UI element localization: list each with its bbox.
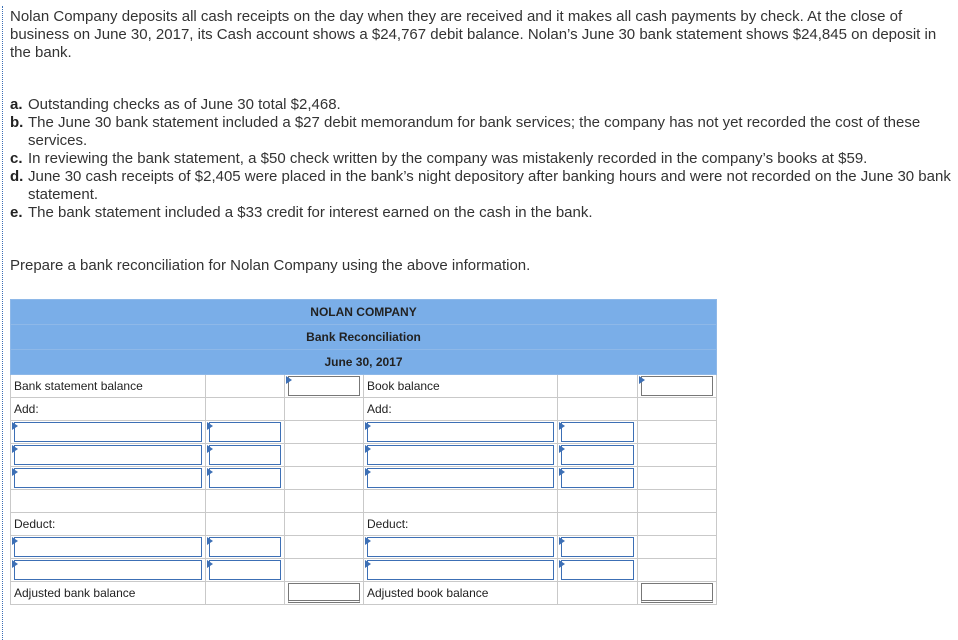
- dropdown-marker-icon: [207, 422, 213, 430]
- bank-deduct-amount-cell: [206, 559, 285, 582]
- book-add-desc-cell: [364, 421, 558, 444]
- item-letter: b.: [10, 114, 24, 131]
- empty-cell: [285, 421, 364, 444]
- balance-row: [11, 375, 717, 398]
- item-c: [10, 150, 955, 168]
- empty-cell: [285, 513, 364, 536]
- empty-cell: [285, 559, 364, 582]
- item-text: The bank statement included a $33 credit for interest earned on the cash in the bank.: [28, 204, 593, 221]
- bank-add-description-input[interactable]: [14, 422, 202, 442]
- dropdown-marker-icon: [207, 468, 213, 476]
- empty-cell: [206, 398, 285, 421]
- blank-row: [11, 490, 717, 513]
- dropdown-marker-icon: [12, 537, 18, 545]
- item-letter: e.: [10, 204, 23, 221]
- book-add-amount-cell: [558, 421, 638, 444]
- add-entry-row: [11, 467, 717, 490]
- item-text: Outstanding checks as of June 30 total $2,468.: [28, 96, 341, 113]
- item-e: [10, 204, 955, 222]
- empty-cell: [558, 582, 638, 605]
- adjusted-bank-cell: [285, 582, 364, 605]
- left-dotted-rule: [2, 6, 3, 640]
- adjusted-book-cell: [638, 582, 717, 605]
- book-add-amount-input[interactable]: [561, 422, 634, 442]
- bank-deduct-description-input[interactable]: [14, 537, 202, 557]
- empty-cell: [364, 490, 558, 513]
- empty-cell: [638, 536, 717, 559]
- book-deduct-amount-cell: [558, 559, 638, 582]
- dropdown-marker-icon: [12, 445, 18, 453]
- adjusted-balance-row: [11, 582, 717, 605]
- book-add-label: Add:: [364, 398, 558, 421]
- empty-cell: [558, 375, 638, 398]
- empty-cell: [638, 398, 717, 421]
- dropdown-marker-icon: [12, 560, 18, 568]
- add-entry-row: [11, 444, 717, 467]
- empty-cell: [558, 513, 638, 536]
- dropdown-marker-icon: [559, 560, 565, 568]
- statement-date: June 30, 2017: [11, 350, 717, 375]
- empty-cell: [638, 467, 717, 490]
- empty-cell: [638, 490, 717, 513]
- book-add-desc-cell: [364, 467, 558, 490]
- book-deduct-amount-cell: [558, 536, 638, 559]
- item-letter: d.: [10, 168, 24, 185]
- book-add-amount-cell: [558, 444, 638, 467]
- book-add-amount-input[interactable]: [561, 468, 634, 488]
- empty-cell: [206, 490, 285, 513]
- bank-add-amount-cell: [206, 444, 285, 467]
- empty-cell: [285, 536, 364, 559]
- adjusted-book-label: Adjusted book balance: [364, 582, 558, 605]
- item-text: The June 30 bank statement included a $27 debit memorandum for bank services; the company has not yet recorded the cost of these services.: [28, 114, 921, 149]
- dropdown-marker-icon: [639, 376, 645, 384]
- bank-add-desc-cell: [11, 421, 206, 444]
- deduct-entry-row: [11, 536, 717, 559]
- book-add-description-input[interactable]: [367, 445, 554, 465]
- book-balance-input[interactable]: [641, 376, 713, 396]
- dropdown-marker-icon: [365, 468, 371, 476]
- header-title-row: [11, 325, 717, 350]
- empty-cell: [285, 398, 364, 421]
- bank-deduct-desc-cell: [11, 536, 206, 559]
- header-company-row: [11, 300, 717, 325]
- book-add-description-input[interactable]: [367, 468, 554, 488]
- empty-cell: [206, 582, 285, 605]
- dropdown-marker-icon: [559, 422, 565, 430]
- book-add-amount-input[interactable]: [561, 445, 634, 465]
- dropdown-marker-icon: [12, 422, 18, 430]
- book-add-desc-cell: [364, 444, 558, 467]
- book-balance-cell: [638, 375, 717, 398]
- empty-cell: [558, 490, 638, 513]
- book-balance-label: Book balance: [364, 375, 558, 398]
- bank-add-amount-input[interactable]: [209, 422, 281, 442]
- bank-add-amount-cell: [206, 467, 285, 490]
- bank-add-description-input[interactable]: [14, 445, 202, 465]
- book-add-description-input[interactable]: [367, 422, 554, 442]
- empty-cell: [285, 467, 364, 490]
- item-text: In reviewing the bank statement, a $50 check written by the company was mistakenly recorded in the company’s books at $59.: [28, 150, 868, 167]
- book-deduct-description-input[interactable]: [367, 560, 554, 580]
- add-entry-row: [11, 421, 717, 444]
- empty-cell: [285, 444, 364, 467]
- book-deduct-amount-input[interactable]: [561, 537, 634, 557]
- bank-add-description-input[interactable]: [14, 468, 202, 488]
- bank-balance-label: Bank statement balance: [11, 375, 206, 398]
- bank-add-label: Add:: [11, 398, 206, 421]
- header-date-row: [11, 350, 717, 375]
- item-a: [10, 96, 955, 114]
- book-add-amount-cell: [558, 467, 638, 490]
- empty-cell: [206, 375, 285, 398]
- adjusted-bank-label: Adjusted bank balance: [11, 582, 206, 605]
- company-name: NOLAN COMPANY: [11, 300, 717, 325]
- book-deduct-desc-cell: [364, 536, 558, 559]
- bank-add-amount-input[interactable]: [209, 445, 281, 465]
- empty-cell: [558, 398, 638, 421]
- bank-add-amount-cell: [206, 421, 285, 444]
- instruction-prompt: Prepare a bank reconciliation for Nolan Company using the above information.: [10, 257, 531, 274]
- dropdown-marker-icon: [365, 422, 371, 430]
- item-text: June 30 cash receipts of $2,405 were placed in the bank’s night depository after banking hours and were not recorded on the June 30 bank statement.: [28, 168, 951, 203]
- bank-deduct-description-input[interactable]: [14, 560, 202, 580]
- empty-cell: [638, 421, 717, 444]
- item-letter: a.: [10, 96, 23, 113]
- dropdown-marker-icon: [207, 560, 213, 568]
- item-b: [10, 114, 955, 150]
- bank-balance-cell: [285, 375, 364, 398]
- dropdown-marker-icon: [207, 537, 213, 545]
- empty-cell: [638, 444, 717, 467]
- dropdown-marker-icon: [286, 376, 292, 384]
- problem-items: [10, 96, 955, 222]
- adjusted-book-balance-input[interactable]: [641, 583, 713, 603]
- dropdown-marker-icon: [559, 468, 565, 476]
- bank-deduct-desc-cell: [11, 559, 206, 582]
- dropdown-marker-icon: [365, 560, 371, 568]
- book-deduct-amount-input[interactable]: [561, 560, 634, 580]
- item-d: [10, 168, 955, 204]
- bank-deduct-label: Deduct:: [11, 513, 206, 536]
- book-deduct-label: Deduct:: [364, 513, 558, 536]
- dropdown-marker-icon: [559, 445, 565, 453]
- bank-deduct-amount-input[interactable]: [209, 537, 281, 557]
- dropdown-marker-icon: [559, 537, 565, 545]
- add-label-row: [11, 398, 717, 421]
- problem-intro: Nolan Company deposits all cash receipts on the day when they are received and it makes all cash payments by check. At the close of business on June 30, 2017, its Cash account shows a $24,767 debit balance. Nolan’s June 30 bank statement shows $24,845 on deposit in the bank.: [10, 8, 937, 61]
- book-deduct-desc-cell: [364, 559, 558, 582]
- bank-deduct-amount-cell: [206, 536, 285, 559]
- empty-cell: [11, 490, 206, 513]
- statement-title: Bank Reconciliation: [11, 325, 717, 350]
- bank-add-desc-cell: [11, 444, 206, 467]
- empty-cell: [638, 559, 717, 582]
- dropdown-marker-icon: [207, 445, 213, 453]
- dropdown-marker-icon: [365, 445, 371, 453]
- bank-deduct-amount-input[interactable]: [209, 560, 281, 580]
- dropdown-marker-icon: [12, 468, 18, 476]
- item-letter: c.: [10, 150, 23, 167]
- deduct-label-row: [11, 513, 717, 536]
- empty-cell: [638, 513, 717, 536]
- empty-cell: [206, 513, 285, 536]
- empty-cell: [285, 490, 364, 513]
- bank-reconciliation-table: [10, 299, 717, 605]
- bank-balance-input[interactable]: [288, 376, 360, 396]
- bank-add-amount-input[interactable]: [209, 468, 281, 488]
- adjusted-bank-balance-input[interactable]: [288, 583, 360, 603]
- book-deduct-description-input[interactable]: [367, 537, 554, 557]
- dropdown-marker-icon: [365, 537, 371, 545]
- deduct-entry-row: [11, 559, 717, 582]
- bank-add-desc-cell: [11, 467, 206, 490]
